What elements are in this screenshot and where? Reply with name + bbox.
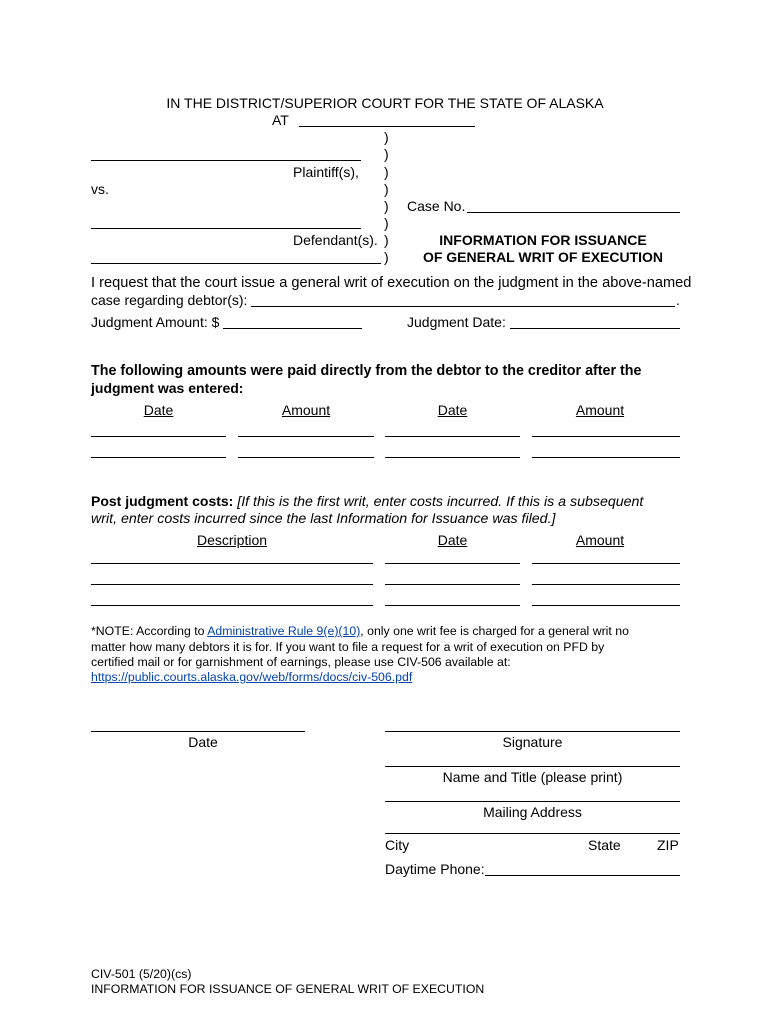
- judgment-amount-field[interactable]: [223, 328, 362, 329]
- state-label: State: [588, 837, 621, 853]
- civ-506-link[interactable]: https://public.courts.alaska.gov/web/forms/docs/civ-506.pdf: [91, 670, 413, 684]
- costs-label: Post judgment costs:: [91, 493, 234, 509]
- form-footer-name: INFORMATION FOR ISSUANCE OF GENERAL WRIT OF EXECUTION: [91, 982, 485, 996]
- case-no-label: Case No.: [407, 198, 466, 214]
- payments-col-date-1: Date: [143, 402, 174, 418]
- form-number: CIV-501 (5/20)(cs): [91, 967, 192, 981]
- city-state-zip-field[interactable]: [385, 833, 680, 834]
- costs-instruction: [If this is the first writ, enter costs incurred. If this is a subsequent: [237, 494, 644, 510]
- judgment-date-label: Judgment Date:: [407, 314, 506, 330]
- note-line1-suffix: , only one writ fee is charged for a general writ no: [360, 624, 629, 638]
- note-line1: [91, 624, 629, 638]
- vs-label: vs.: [91, 181, 109, 197]
- payments-col-date-2: Date: [437, 402, 468, 418]
- payments-col-amount-1: Amount: [281, 402, 331, 418]
- payment-date-field[interactable]: [385, 457, 520, 458]
- payments-heading-line1: The following amounts were paid directly from the debtor to the creditor after the: [91, 363, 642, 379]
- date-signed-label: Date: [188, 734, 218, 750]
- cost-amount-field[interactable]: [532, 584, 680, 585]
- name-title-label: Name and Title (please print): [442, 769, 623, 785]
- form-title-line1: INFORMATION FOR ISSUANCE: [439, 232, 647, 248]
- payment-amount-field[interactable]: [532, 457, 680, 458]
- cost-date-field[interactable]: [385, 563, 520, 564]
- daytime-phone-label: Daytime Phone:: [385, 861, 485, 877]
- cost-amount-field[interactable]: [532, 563, 680, 564]
- payment-date-field[interactable]: [91, 436, 226, 437]
- payment-date-field[interactable]: [385, 436, 520, 437]
- defendant-field-1[interactable]: [91, 228, 361, 229]
- request-text-line1: I request that the court issue a general writ of execution on the judgment in the above-named: [91, 275, 692, 291]
- cost-date-field[interactable]: [385, 584, 520, 585]
- payment-amount-field[interactable]: [532, 436, 680, 437]
- admin-rule-link[interactable]: Administrative Rule 9(e)(10): [207, 624, 361, 638]
- request-text-line2: case regarding debtor(s):: [91, 292, 248, 308]
- payments-col-amount-2: Amount: [575, 402, 625, 418]
- payments-heading-line2: judgment was entered:: [91, 380, 244, 396]
- cost-description-field[interactable]: [91, 584, 373, 585]
- date-signed-field[interactable]: [91, 731, 305, 732]
- plaintiff-field[interactable]: [91, 160, 361, 161]
- plaintiff-label: Plaintiff(s),: [293, 164, 359, 180]
- note-line3: certified mail or for garnishment of earnings, please use CIV-506 available at:: [91, 655, 511, 669]
- daytime-phone-field[interactable]: [485, 875, 680, 876]
- name-title-field[interactable]: [385, 766, 680, 767]
- zip-label: ZIP: [657, 837, 679, 853]
- cost-amount-field[interactable]: [532, 605, 680, 606]
- court-heading: IN THE DISTRICT/SUPERIOR COURT FOR THE STATE OF ALASKA: [166, 95, 604, 111]
- cost-description-field[interactable]: [91, 605, 373, 606]
- defendant-field-2[interactable]: [91, 263, 381, 264]
- note-prefix: *NOTE: According to: [91, 624, 208, 638]
- debtor-name-field[interactable]: [251, 306, 675, 307]
- costs-col-amount: Amount: [575, 532, 625, 548]
- judgment-amount-label: Judgment Amount: $: [91, 314, 220, 330]
- mailing-address-field[interactable]: [385, 801, 680, 802]
- form-title-line2: OF GENERAL WRIT OF EXECUTION: [422, 249, 664, 265]
- at-label: AT: [272, 112, 289, 128]
- signature-label: Signature: [502, 734, 563, 750]
- cost-description-field[interactable]: [91, 563, 373, 564]
- payment-amount-field[interactable]: [238, 436, 374, 437]
- request-period: .: [676, 292, 680, 308]
- city-label: City: [385, 837, 410, 853]
- note-line2: matter how many debtors it is for. If you want to file a request for a writ of execution on PFD by: [91, 640, 605, 654]
- case-no-field[interactable]: [467, 212, 680, 213]
- cost-date-field[interactable]: [385, 605, 520, 606]
- costs-col-description: Description: [196, 532, 268, 548]
- payment-date-field[interactable]: [91, 457, 226, 458]
- costs-instruction-line2: writ, enter costs incurred since the last Information for Issuance was filed.]: [91, 511, 556, 527]
- payment-amount-field[interactable]: [238, 457, 374, 458]
- signature-field[interactable]: [385, 731, 680, 732]
- judgment-date-field[interactable]: [510, 328, 680, 329]
- costs-instruction-line1: [91, 493, 643, 510]
- defendant-label: Defendant(s).: [293, 232, 378, 248]
- at-location-field[interactable]: [299, 126, 475, 127]
- mailing-address-label: Mailing Address: [483, 804, 582, 820]
- costs-col-date: Date: [437, 532, 468, 548]
